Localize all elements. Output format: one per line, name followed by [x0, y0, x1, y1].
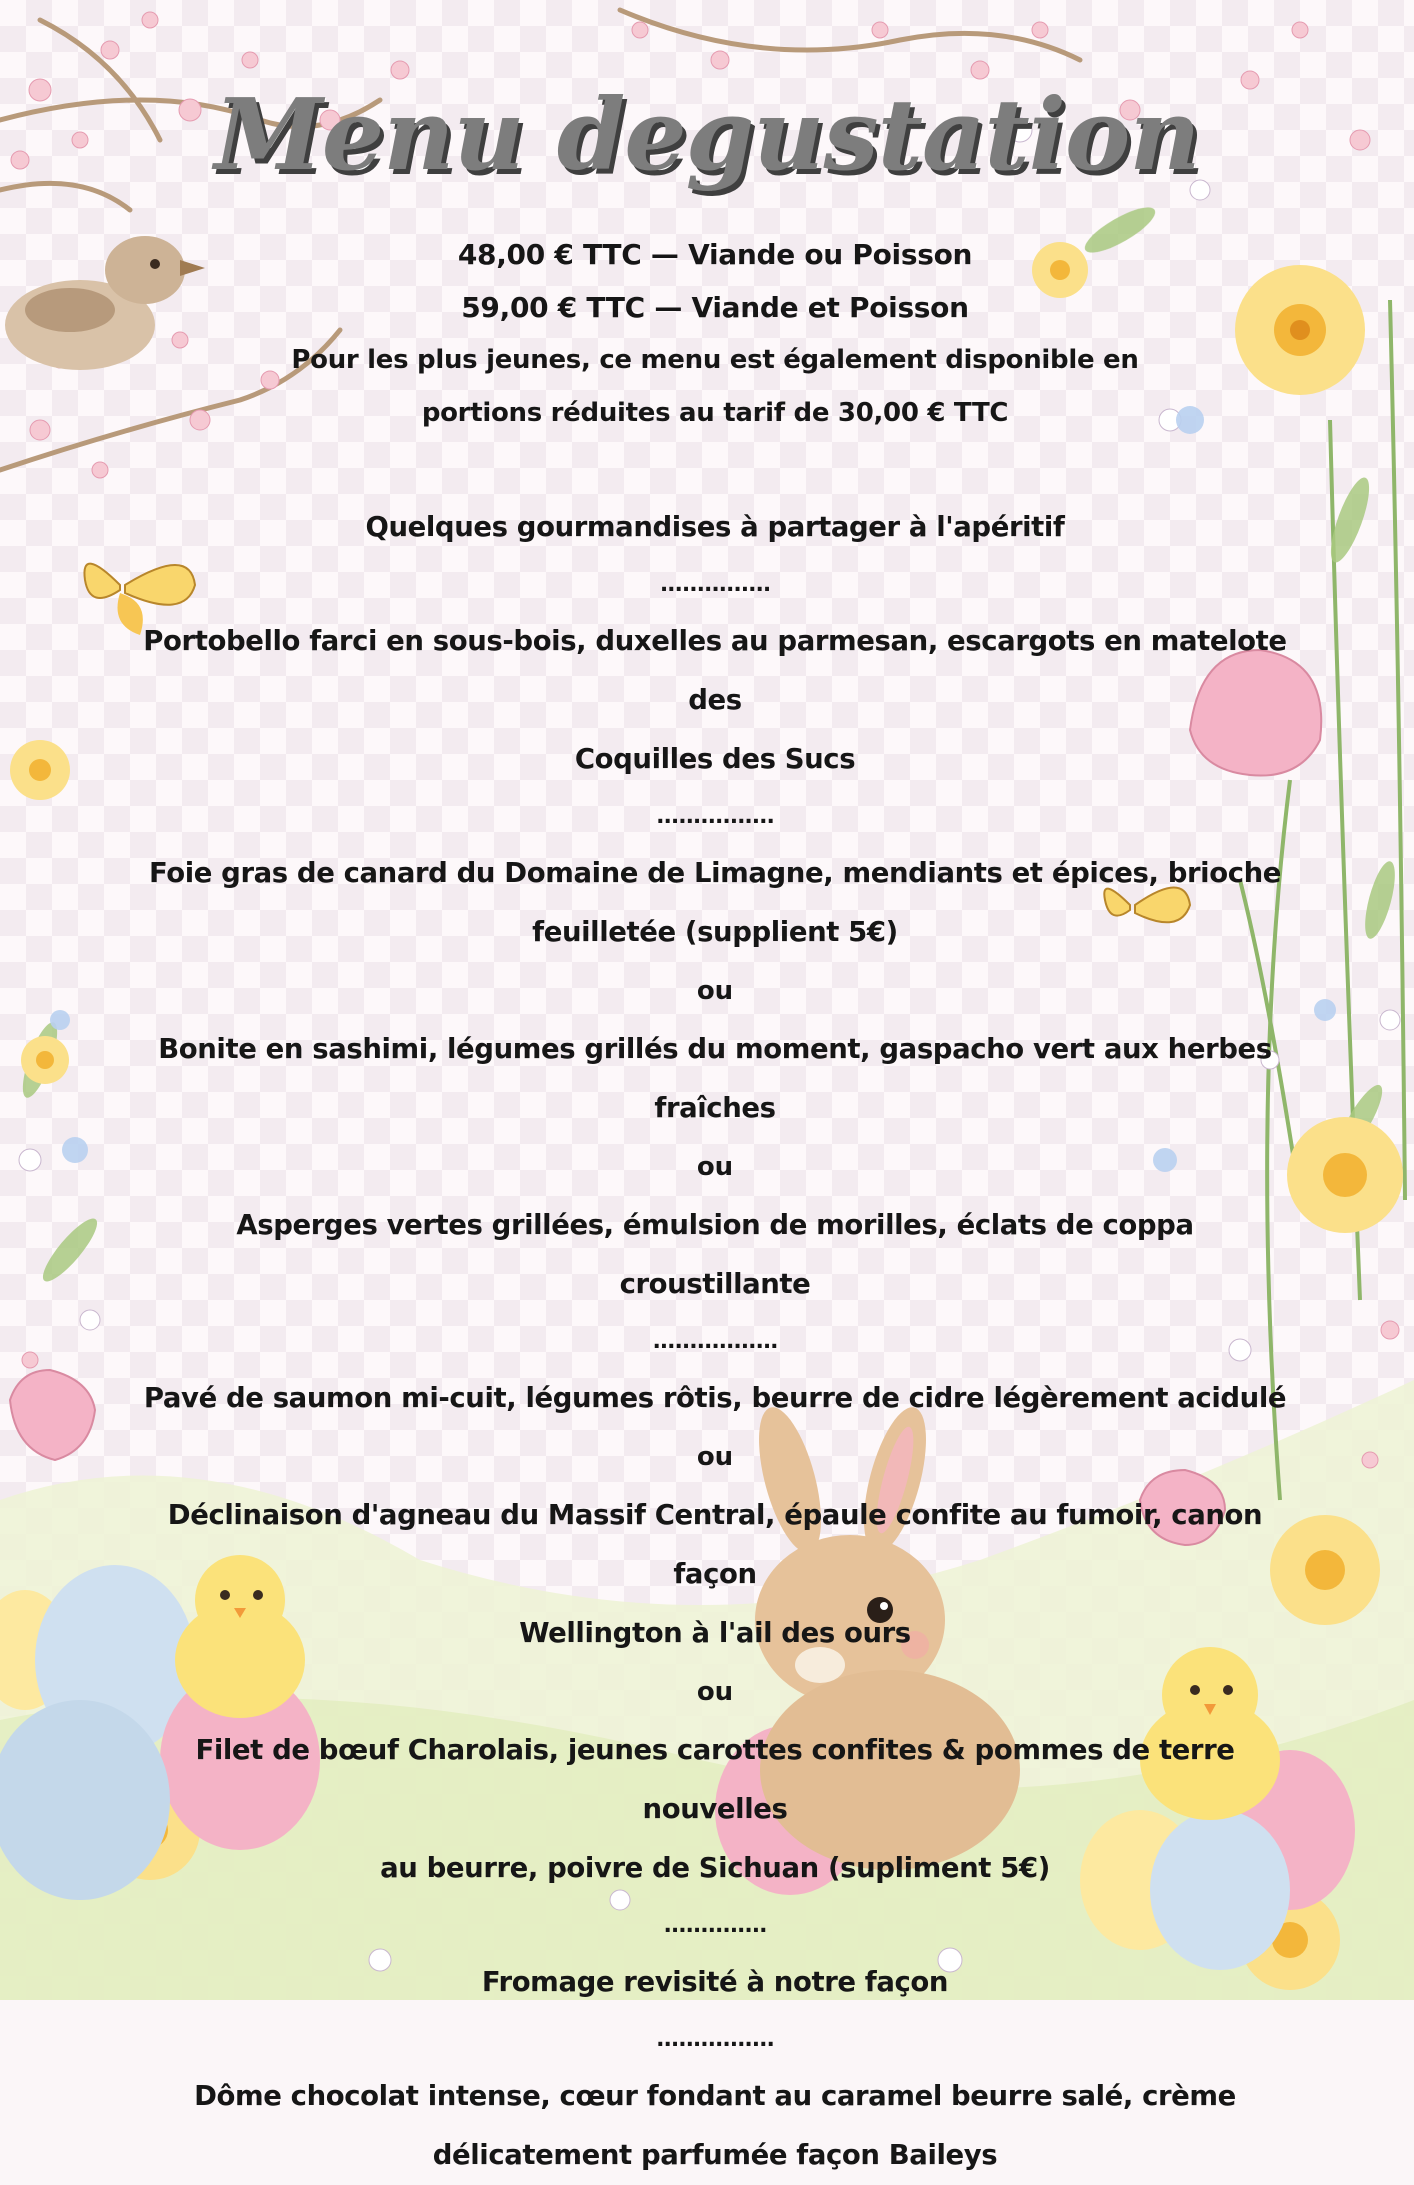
dish-line: Quelques gourmandises à partager à l'apéritif [365, 511, 1065, 543]
dish-line: feuilletée (supplient 5€) [532, 916, 898, 948]
dish-line: Asperges vertes grillées, émulsion de morilles, éclats de coppa croustillante [236, 1209, 1194, 1300]
dotted-separator: ............... [659, 572, 771, 597]
dish-line: Pavé de saumon mi-cuit, légumes rôtis, beurre de cidre légèrement acidulé [143, 1382, 1287, 1414]
spacer [140, 440, 1290, 498]
or-separator: ou [696, 1442, 734, 1472]
dish-line: au beurre, poivre de Sichuan (supliment 5€) [380, 1852, 1050, 1884]
dotted-separator: ................ [656, 804, 774, 829]
or-separator: ou [696, 1677, 734, 1707]
dish-line: Fromage revisité à notre façon [481, 1966, 949, 1998]
dish-line: Portobello farci en sous-bois, duxelles au parmesan, escargots en matelote des [143, 625, 1287, 716]
dish-line: Filet de bœuf Charolais, jeunes carottes confites & pommes de terre nouvelles [195, 1734, 1235, 1825]
dish-line: Déclinaison d'agneau du Massif Central, épaule confite au fumoir, canon façon [167, 1499, 1263, 1590]
dish-line: Foie gras de canard du Domaine de Limagne, mendiants et épices, brioche [148, 857, 1282, 889]
kids-note-line: portions réduites au tarif de 30,00 € TTC [421, 398, 1009, 428]
or-separator: ou [696, 976, 734, 1006]
menu-title: Menu degustation [214, 78, 1200, 193]
dish-line: Coquilles des Sucs [574, 743, 856, 775]
dish-line: Bonite en sashimi, légumes grillés du moment, gaspacho vert aux herbes fraîches [158, 1033, 1272, 1124]
menu-content [140, 228, 1290, 2185]
dotted-separator: ................. [652, 1329, 778, 1354]
or-separator: ou [696, 1152, 734, 1182]
dotted-separator: .............. [663, 1913, 767, 1938]
dotted-separator: ................ [656, 2027, 774, 2052]
kids-note-line: Pour les plus jeunes, ce menu est également disponible en [291, 345, 1139, 375]
dish-line: délicatement parfumée façon Baileys [432, 2139, 998, 2171]
dish-line: Dôme chocolat intense, cœur fondant au caramel beurre salé, crème [194, 2080, 1236, 2112]
course-list [140, 498, 1290, 2185]
price-line: 59,00 € TTC — Viande et Poisson [461, 291, 969, 324]
dish-line: Wellington à l'ail des ours [519, 1617, 911, 1649]
price-line: 48,00 € TTC — Viande ou Poisson [457, 238, 973, 271]
